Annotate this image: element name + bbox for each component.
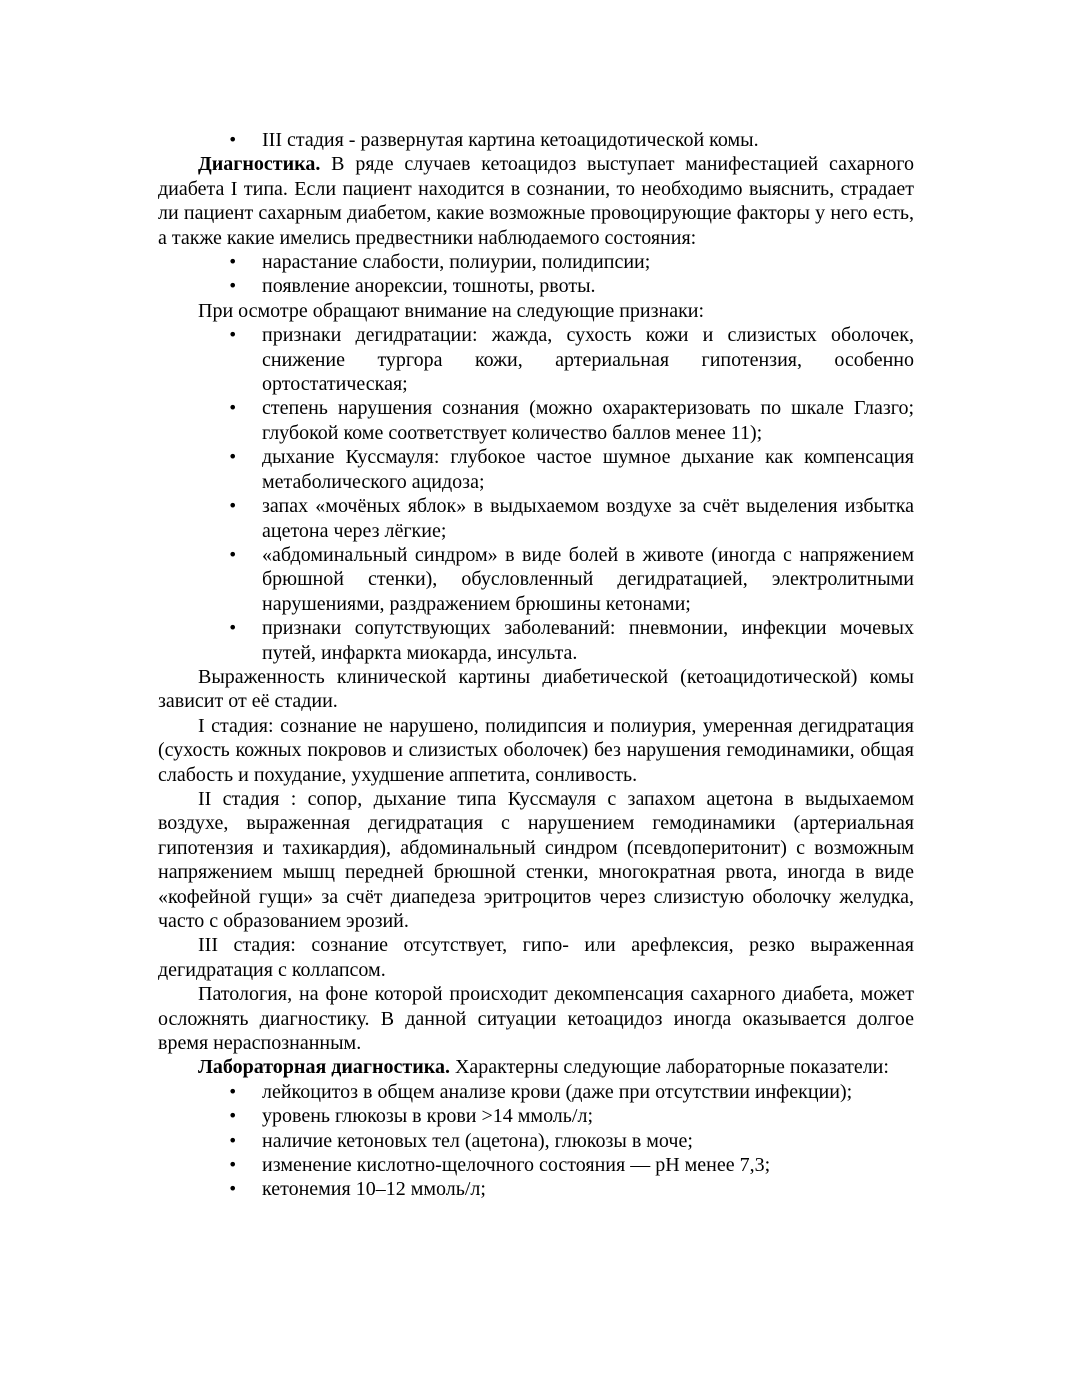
list-item: • дыхание Куссмауля: глубокое частое шумное дыхание как компенсация метаболического ацидоза; <box>262 445 914 494</box>
stage-3-paragraph: III стадия: сознание отсутствует, гипо- или арефлексия, резко выраженная дегидратация с коллапсом. <box>158 934 914 981</box>
list-item: • уровень глюкозы в крови >14 ммоль/л; <box>262 1104 914 1128</box>
stage-2-paragraph: II стадия : сопор, дыхание типа Куссмауля с запахом ацетона в выдыхаемом воздухе, выраженная дегидратация с нарушением гемодинамики (артериальная гипотензия и тахикардия), абдоминальный синдром (псевдоперитонит) с возможным напряжением мышц передней брюшной стенки, многократная рвота, иногда в виде «кофейной гущи» за счёт диапедеза эритроцитов через слизистую оболочку желудка, часто с образованием эрозий. <box>158 787 914 932</box>
list-item: • «абдоминальный синдром» в виде болей в животе (иногда с напряжением брюшной стенки), обусловленный дегидратацией, электролитными нарушениями, раздражением брюшины кетонами; <box>262 543 914 616</box>
exam-signs-list <box>158 323 914 665</box>
diagnostics-text: В ряде случаев кетоацидоз выступает манифестацией сахарного диабета I типа. Если пациент находится в сознании, то необходимо выяснить, страдает ли пациент сахарным диабетом, какие возможные провоцирующие факторы у него есть, а также какие имелись предвестники наблюдаемого состояния: <box>158 153 914 249</box>
exam-intro: При осмотре обращают внимание на следующие признаки: <box>198 299 705 322</box>
lab-list <box>158 1080 914 1202</box>
list-item: • изменение кислотно-щелочного состояния — pH менее 7,3; <box>262 1153 914 1177</box>
list-item: • наличие кетоновых тел (ацетона), глюкозы в моче; <box>262 1129 914 1153</box>
lab-text: Характерны следующие лабораторные показатели: <box>449 1056 889 1079</box>
list-item: • III стадия - развернутая картина кетоацидотической комы. <box>262 128 914 152</box>
stage-list <box>158 128 914 152</box>
stage-1-paragraph: I стадия: сознание не нарушено, полидипсия и полиурия, умеренная дегидратация (сухость кожных покровов и слизистых оболочек) без нарушения гемодинамики, общая слабость и похудание, ухудшение аппетита, сонливость. <box>158 714 914 786</box>
list-item: • лейкоцитоз в общем анализе крови (даже при отсутствии инфекции); <box>262 1080 914 1104</box>
list-item: • запах «мочёных яблок» в выдыхаемом воздухе за счёт выделения избытка ацетона через лёгкие; <box>262 494 914 543</box>
list-item: • степень нарушения сознания (можно охарактеризовать по шкале Глазго; глубокой коме соответствует количество баллов менее 11); <box>262 396 914 445</box>
pathology-paragraph: Патология, на фоне которой происходит декомпенсация сахарного диабета, может осложнять диагностику. В данной ситуации кетоацидоз иногда оказывается долгое время нераспознанным. <box>158 983 914 1055</box>
severity-paragraph: Выраженность клинической картины диабетической (кетоацидотической) комы зависит от её стадии. <box>158 665 914 713</box>
list-item: • признаки сопутствующих заболеваний: пневмонии, инфекции мочевых путей, инфаркта миокарда, инсульта. <box>262 616 914 665</box>
list-item: • нарастание слабости, полиурии, полидипсии; <box>262 250 914 274</box>
diagnostics-heading: Диагностика. <box>198 153 321 176</box>
list-item: • кетонемия 10–12 ммоль/л; <box>262 1177 914 1201</box>
document-body <box>158 128 914 1202</box>
diagnostics-paragraph <box>158 152 914 250</box>
precursor-list <box>158 250 914 299</box>
lab-heading: Лабораторная диагностика. <box>198 1056 450 1079</box>
list-item: • появление анорексии, тошноты, рвоты. <box>262 274 914 298</box>
list-item: • признаки дегидратации: жажда, сухость кожи и слизистых оболочек, снижение тургора кожи, артериальная гипотензия, особенно ортостатическая; <box>262 323 914 396</box>
lab-paragraph <box>158 1055 914 1079</box>
